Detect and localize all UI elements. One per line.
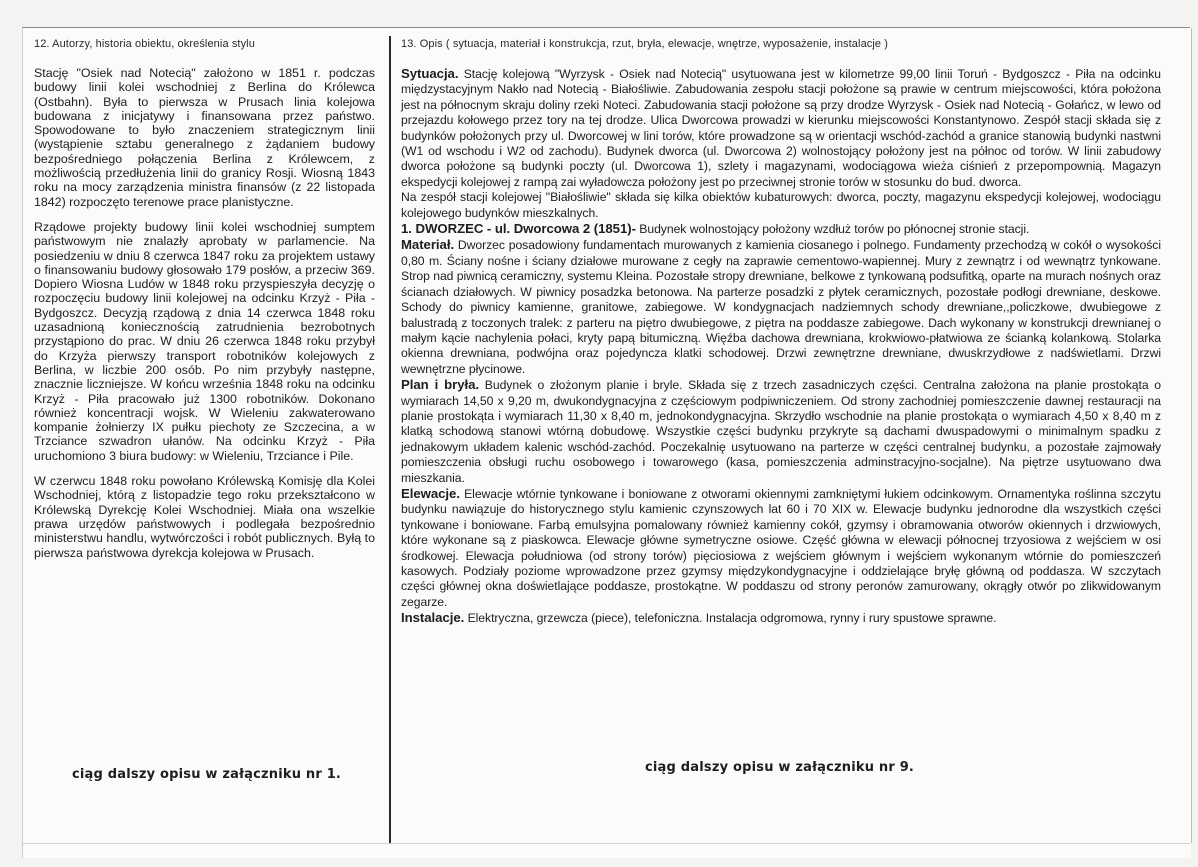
paragraph-text: Elektryczna, grzewcza (piece), telefoniczna. Instalacja odgromowa, rynny i rury spustowe sprawne. [464, 611, 997, 626]
paragraph-heading: Sytuacja. [401, 66, 459, 81]
section-12-header: 12. Autorzy, historia obiektu, określenia stylu [34, 38, 255, 50]
continuation-note-left: ciąg dalszy opisu w załączniku nr 1. [72, 767, 342, 782]
history-paragraph: Rządowe projekty budowy linii kolei wschodniej sumptem państwowym nie znalazły aprobaty w parlamencie. Na posiedzeniu w dniu 8 czerwca 1847 roku za projektem ustawy o finansowaniu budowy głosowało 179 posłów, a przeciw 369. Dopiero Wiosna Ludów w 1848 roku przyspieszyła decyzję o rozpoczęciu budowy linii kolejowej na odcinku Krzyż - Piła - Bydgoszcz. Decyzją rządową z dnia 14 czerwca 1848 roku uzasadnioną koniecznością zatrudnienia bezrobotnych przystąpiono do prac. W dniu 26 czerwca 1848 roku przybył do Krzyża pierwszy transport robotników kolejowych z Berlina, w liczbie 200 osób. Po nim przybyły następne, znacznie liczniejsze. W końcu września 1848 roku na odcinku Krzyż - Piła pracowało już 1300 robotników. Dokonano również koncentracji wojsk. W Wieleniu zakwaterowano kompanie żołnierzy IX pułku piechoty ze Szczecina, a w Trzciance szwadron ułanów. Na odcinku Krzyż - Piła uruchomiono 3 biura budowy: w Wieleniu, Trzciance i Pile. [34, 219, 375, 463]
paragraph-heading: Materiał. [401, 237, 455, 253]
top-rule [22, 27, 1190, 28]
history-paragraph: W czerwcu 1848 roku powołano Królewską Komisję dla Kolei Wschodniej, którą z listopadzie tego roku przekształcono w Królewską Dyrekcję Kolei Wschodniej. Miała ona wszelkie prawa urzędów państwowych i podlegała bezpośrednio ministerstwu handlu, wytwórczości i robót publicznych. Byłą to pierwsza państwowa dyrekcja kolejowa w Prusach. [34, 474, 375, 560]
paragraph-text: Budynek o złożonym planie i bryle. Składa się z trzech zasadniczych części. Centralna założona na planie prostokąta o wymiarach 14,50 x 9,20 m, dwukondygnacyjna z częściowym podpiwniczeniem. Od strony zachodniej pomieszczenie dawnej restauracji na planie prostokąta i wymiarach 11,30 x 8,40 m, jednokondygnacyjna. Skrzydło wschodnie na planie prostokąta o wymiarach 4,50 x 8,40 m z klatką schodową stanowi wtórną dobudowę. Wszystkie części budynku przykryte są dachami dwuspadowymi o minimalnym spadku z jednakowym układem kalenic wschód-zachód. Poczekalnię usytuowano na parterze w części centralnej budynku, a pozostałe zajmowały pomieszczenia obsługi ruchu osobowego i towarowego (kasa, pomieszczenia adminstracyjno-socjalne). Na piętrze usytuowano dwa mieszkania. [401, 378, 1161, 485]
paragraph-text: Stację kolejową "Wyrzysk - Osiek nad Notecią" usytuowana jest w kilometrze 99,00 linii Toruń - Bydgoszcz - Piła na odcinku międzystacyjnym Nakło nad Notecią - Białośliwie. Zabudowania zespołu stacji położone są prawie w centrum miejscowości, która położona jest na północnym skraju doliny rzeki Noteci. Zabudowania stacji położone są przy drodze Wyrzysk - Osiek nad Notecią - Gołańcz, w lewo od przejazdu kołowego przez tory na tej drodze. Ulica Dworcowa prowadzi w kierunku miejscowości Konstantynowo. Zespół stacji składa się z budynków położonych przy ul. Dworcowej w lini torów, które prowadzone są w orientacji wschód-zachód a granice stanowią budynki nastwni (W1 od wschodu i W2 od zachodu). Budynek dworca (ul. Dworcowa 2) wolnostojący położony jest na północ od torów. W linii zabudowy dworca położone są budynki poczty (ul. Dworcowa 1), szlety i magazynami, wodociągowa wieża ciśnień z przepompownią. Magazyn ekspedycji kolejowej z rampą zai wyładowcza położony jest po przeciwnej stronie torów w stosunku do bud. dworca. [401, 67, 1161, 189]
paragraph-text: Na zespół stacji kolejowej "Białośliwie" składa się kilka obiektów kubaturowych: dworca, poczty, magazynu ekspedycji kolejowej, wodociągu kolejowego budynków mieszkalnych. [401, 190, 1161, 220]
description-paragraph [401, 610, 1161, 626]
description-paragraph [401, 237, 1161, 377]
continuation-note-right: ciąg dalszy opisu w załączniku nr 9. [645, 760, 915, 775]
column-divider [389, 36, 391, 844]
history-paragraph: Stację "Osiek nad Notecią" założono w 1851 r. podczas budowy linii kolei wschodniej z Berlina do Królewca (Ostbahn). Była to pierwsza w Prusach linia kolejowa budowana z inicjatywy i finansowana przez państwo. Spowodowane to było znaczeniem strategicznym linii (wystąpienie sztabu generalnego z żądaniem budowy bezpośredniego połączenia Berlina z Królewcem, z możliwością przedłużenia linii do granicy Rosji. Wiosną 1843 roku na mocy zarządzenia ministra finansów (z 22 listopada 1842) rozpoczęto terenowe prace planistyczne. [34, 66, 375, 209]
description-paragraph [401, 66, 1161, 190]
paragraph-text: Budynek wolnostojący położony wzdłuż torów po płónocnej stronie stacji. [635, 222, 1030, 237]
description-paragraph [401, 190, 1161, 221]
paragraph-text: Elewacje wtórnie tynkowane i boniowane z otworami okiennymi zamkniętymi łukiem odcinkowym. Ornamentyka roślinna szczytu budynku nawiązuje do historycznego stylu kamienic czynszowych lat 60 i 70 XIX w. Elewacje budynku jednorodne dla wszystkich części tynkowane i boniowane. Farbą emulsyjna pomalowany również kamienny cokół, gzymsy i obramowania otworów okiennych i drzwiowych, które wykonane są z piaskowca. Elewacje główne symetryczne osiowe. Część główna w elewacji północnej trzyosiowa z wejściem w osi środkowej. Elewacja południowa (od strony torów) pięciosiowa z wejściem głównym i wejściem wykonanym wtórnie do pomieszczeń kasowych. Podziały poziome wprowadzone przez gzymsy międzykondygnacyjne i oddzielające bryłę główną od poddasza. W szczytach części głównej okna doświetlające poddasze, prostokątne. W poddaszu od strony peronów zamurowany, okrągły otwór po zlikwidowanym zegarze. [401, 486, 1161, 609]
description-paragraph [401, 486, 1161, 610]
paragraph-heading: Plan i bryła. [401, 377, 480, 393]
paragraph-heading: Elewacje. [401, 485, 460, 501]
right-rule [1191, 28, 1192, 843]
history-column [30, 38, 375, 560]
paragraph-heading: Instalacje. [401, 610, 465, 626]
paragraph-text: Dworzec posadowiony fundamentach murowanych z kamienia ciosanego i polnego. Fundamenty przechodzą w cokół o wysokości 0,80 m. Ściany nośne i ściany działowe murowane z cegły na zaprawie cementowo-wapiennej. Mury z zewnątrz i od wewnątrz tynkowane. Strop nad piwnicą ceramiczny, systemu Kleina. Pozostałe stropy drewniane, belkowe z tynkowaną podsufitką, oparte na murach nośnych oraz ścianach działowych. W piwnicy posadzka betonowa. Na parterze posadzki z płytek ceramicznych, pozostałe podłogi drewniane, deskowe. Schody do piwnicy kamienne, granitowe, zabiegowe. W kondygnacjach nadziemnych schody drewniane,,policzkowe, dwubiegowe z balustradą z toczonych tralek: z parteru na piętro dwubiegowe, z piętra na poddasze zabiegowe. Dach wykonany w konstrukcji drewnianej o małym kącie nachylenia połaci, kryty papą bitumiczną. Więźba dachowa drewniana, krokwiowo-płatwiowa ze ścianką kolankową. Stolarka okienna drewniana, podwójna oraz pojedyncza klatki schodowej. Drzwi zewnętrzne drewniane, dwuskrzydłowe z nadświetlami. Drzwi wewnętrzne płycinowe. [401, 238, 1161, 376]
description-column [401, 38, 1161, 627]
paragraph-heading: 1. DWORZEC - ul. Dworcowa 2 (1851)- [401, 221, 636, 237]
description-paragraph [401, 377, 1161, 486]
description-paragraph [401, 221, 1161, 237]
bottom-rule [22, 843, 1190, 844]
section-13-header: 13. Opis ( sytuacja, materiał i konstrukcja, rzut, bryła, elewacje, wnętrze, wyposażenie, instalacje ) [401, 38, 889, 50]
